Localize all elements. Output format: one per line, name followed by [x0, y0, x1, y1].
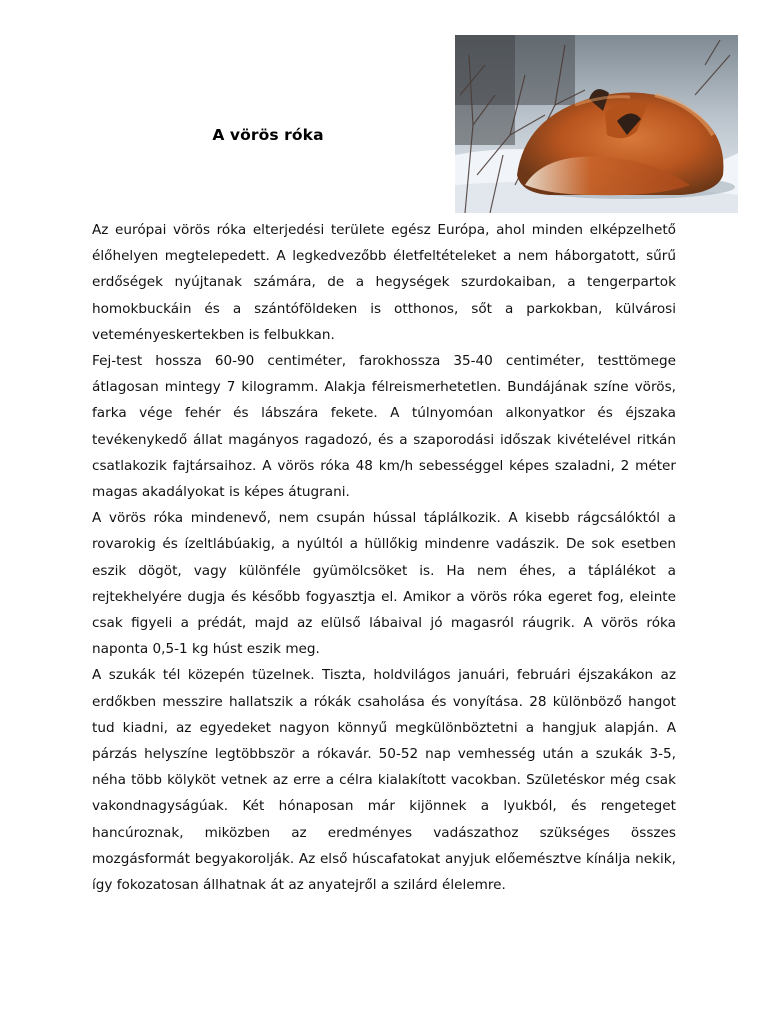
- fox-photo: [455, 35, 738, 213]
- paragraph-body-size: Fej-test hossza 60-90 centiméter, farokhossza 35-40 centiméter, testtömege átlagosan mintegy 7 kilogramm. Alakja félreismerhetetlen. Bundájának színe vörös, farka vége fehér és lábszára fekete. A túlnyomóan alkonyatkor és éjszaka tevékenykedő állat magányos ragadozó, és a szaporodási időszak kivételével ritkán csatlakozik fajtársaihoz. A vörös róka 48 km/h sebességgel képes szaladni, 2 méter magas akadályokat is képes átugrani.: [92, 353, 676, 501]
- body-text: [92, 217, 676, 898]
- paragraph-reproduction: A szukák tél közepén tüzelnek. Tiszta, holdvilágos januári, februári éjszakákon az erdőkben messzire hallatszik a rókák csaholása és vonyítása. 28 különböző hangot tud kiadni, az egyedeket nagyon könnyű megkülönböztetni a hangjuk alapján. A párzás helyszíne legtöbbször a rókavár. 50-52 nap vemhesség után a szukák 3-5, néha több kölyköt vetnek az erre a célra kialakított vacokban. Születéskor még csak vakondnagyságúak. Két hónaposan már kijönnek a lyukból, és rengeteget hancúroznak, miközben az eredményes vadászathoz szükséges összes mozgásformát begyakorolják. Az első húscafatokat anyjuk előemésztve kínálja nekik, így fokozatosan állhatnak át az anyatejről a szilárd élelemre.: [92, 667, 676, 894]
- paragraph-habitat: Az európai vörös róka elterjedési területe egész Európa, ahol minden elképzelhető élőhelyen megtelepedett. A legkedvezőbb életfeltételeket a nem háborgatott, sűrű erdőségek nyújtanak számára, de a hegységek szurdokaiban, a tengerpartok homokbuckáin és a szántóföldeken is otthonos, sőt a parkokban, külvárosi veteményeskertekben is felbukkan.: [92, 222, 676, 343]
- paragraph-diet: A vörös róka mindenevő, nem csupán hússal táplálkozik. A kisebb rágcsálóktól a rovarokig és ízeltlábúakig, a nyúltól a hüllőkig mindenre vadászik. De sok esetben eszik dögöt, vagy különféle gyümölcsöket is. Ha nem éhes, a táplálékot a rejtekhelyére dugja és később fogyasztja el. Amikor a vörös róka egeret fog, eleinte csak figyeli a prédát, majd az elülső lábaival jó magasról ráugrik. A vörös róka naponta 0,5-1 kg húst eszik meg.: [92, 510, 676, 658]
- page-title: A vörös róka: [212, 126, 324, 144]
